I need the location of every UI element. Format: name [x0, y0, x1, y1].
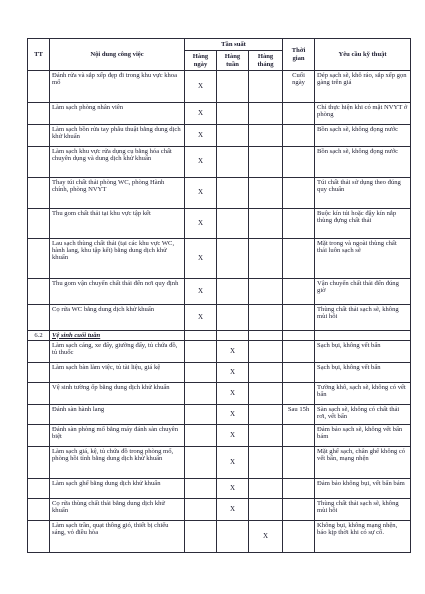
- time-cell: [283, 178, 315, 209]
- daily-mark: X: [185, 71, 217, 103]
- daily-mark: [185, 499, 217, 521]
- row-number: [28, 71, 50, 103]
- time-cell: [283, 209, 315, 239]
- table-row: [28, 521, 411, 553]
- weekly-mark: [217, 239, 249, 279]
- row-number: [28, 499, 50, 521]
- daily-mark: [185, 363, 217, 383]
- requirement-cell: Túi chất thải sử dụng theo đúng quy chuẩn: [315, 178, 411, 209]
- row-number: [28, 125, 50, 147]
- requirement-cell: Sạch bụi, không vết bẩn: [315, 341, 411, 363]
- time-cell: [283, 239, 315, 279]
- monthly-mark: [249, 103, 283, 125]
- section-title: Vệ sinh cuối tuần: [50, 331, 185, 341]
- row-number: [28, 103, 50, 125]
- daily-mark: X: [185, 209, 217, 239]
- daily-mark: X: [185, 305, 217, 331]
- daily-mark: [185, 425, 217, 447]
- table-row: [28, 103, 411, 125]
- table-row: [28, 405, 411, 425]
- task-cell: Thay túi chất thải phòng WC, phòng Hành chính, phòng NVYT: [50, 178, 185, 209]
- monthly-mark: [249, 305, 283, 331]
- requirement-cell: Dép sạch sẽ, khô ráo, sắp xếp gọn gàng trên giá: [315, 71, 411, 103]
- header-tt: TT: [28, 39, 50, 71]
- requirement-cell: Thùng chất thải sạch sẽ, không mùi hôi: [315, 305, 411, 331]
- section-row: [28, 331, 411, 341]
- monthly-mark: [249, 279, 283, 305]
- daily-mark: X: [185, 147, 217, 178]
- requirement-cell: Bồn sạch sẽ, không đọng nước: [315, 125, 411, 147]
- task-cell: Làm sạch bàn làm việc, tủ tài liệu, giá kệ: [50, 363, 185, 383]
- requirement-cell: Sạch bụi, không vết bẩn: [315, 363, 411, 383]
- weekly-mark: X: [217, 499, 249, 521]
- weekly-mark: [217, 103, 249, 125]
- table-row: [28, 305, 411, 331]
- task-cell: Làm sạch bồn rửa tay phẫu thuật bằng dung dịch khử khuẩn: [50, 125, 185, 147]
- header-monthly: Hàng tháng: [249, 51, 283, 71]
- table-row: [28, 147, 411, 178]
- cleaning-schedule-table: [27, 38, 411, 553]
- time-cell: [283, 147, 315, 178]
- row-number: [28, 521, 50, 553]
- requirement-cell: Không bụi, không mạng nhện, báo kịp thời khi có sự cố.: [315, 521, 411, 553]
- time-cell: [283, 521, 315, 553]
- row-number: [28, 305, 50, 331]
- monthly-mark: [249, 447, 283, 479]
- weekly-tasks-body: [28, 341, 411, 553]
- table-row: [28, 279, 411, 305]
- requirement-cell: Sàn sạch sẽ, không có chất thải rơi, vết bẩn: [315, 405, 411, 425]
- monthly-mark: [249, 239, 283, 279]
- table-row: [28, 239, 411, 279]
- monthly-mark: [249, 405, 283, 425]
- monthly-mark: [249, 479, 283, 499]
- time-cell: [283, 447, 315, 479]
- requirement-cell: Bồn sạch sẽ, không đọng nước: [315, 147, 411, 178]
- daily-tasks-body: [28, 71, 411, 331]
- header-time: Thời gian: [283, 39, 315, 71]
- daily-mark: [185, 383, 217, 405]
- section-body: [28, 331, 411, 341]
- weekly-mark: X: [217, 341, 249, 363]
- daily-mark: X: [185, 279, 217, 305]
- monthly-mark: [249, 425, 283, 447]
- row-number: [28, 239, 50, 279]
- task-cell: Làm sạch giá, kệ, tủ chứa đồ trong phòng mổ, phòng hồi tỉnh bằng dung dịch khử khuẩn: [50, 447, 185, 479]
- task-cell: Làm sạch trần, quạt thông gió, thiết bị chiếu sáng, vỏ điều hòa: [50, 521, 185, 553]
- row-number: [28, 447, 50, 479]
- header-daily: Hàng ngày: [185, 51, 217, 71]
- task-cell: Làm sạch cáng, xe đẩy, giường đẩy, tủ chứa đồ, tủ thuốc: [50, 341, 185, 363]
- monthly-mark: [249, 499, 283, 521]
- row-number: [28, 279, 50, 305]
- requirement-cell: Tường khô, sạch sẽ, không có vết bẩn: [315, 383, 411, 405]
- time-cell: [283, 479, 315, 499]
- table-row: [28, 341, 411, 363]
- task-cell: Thu gom vận chuyển chất thải đến nơi quy định: [50, 279, 185, 305]
- row-number: [28, 341, 50, 363]
- weekly-mark: X: [217, 425, 249, 447]
- row-number: [28, 178, 50, 209]
- monthly-mark: X: [249, 521, 283, 553]
- task-cell: Vệ sinh tường ốp bằng dung dịch khử khuẩn: [50, 383, 185, 405]
- weekly-mark: [217, 125, 249, 147]
- requirement-cell: Mặt trong và ngoài thùng chất thải luôn sạch sẽ: [315, 239, 411, 279]
- row-number: [28, 209, 50, 239]
- monthly-mark: [249, 178, 283, 209]
- section-cell: [217, 331, 249, 341]
- monthly-mark: [249, 341, 283, 363]
- time-cell: [283, 363, 315, 383]
- requirement-cell: Vận chuyển chất thải đến đúng giờ: [315, 279, 411, 305]
- task-cell: Làm sạch ghế bằng dung dịch khử khuẩn: [50, 479, 185, 499]
- monthly-mark: [249, 71, 283, 103]
- weekly-mark: [217, 147, 249, 178]
- task-cell: Đánh rửa và sắp xếp đẹp đi trong khu vực khoa mổ: [50, 71, 185, 103]
- task-cell: Thu gom chất thải tại khu vực tập kết: [50, 209, 185, 239]
- row-number: [28, 425, 50, 447]
- daily-mark: [185, 479, 217, 499]
- weekly-mark: X: [217, 479, 249, 499]
- header-content: Nội dung công việc: [50, 39, 185, 71]
- time-cell: Sau 15h: [283, 405, 315, 425]
- row-number: [28, 479, 50, 499]
- task-cell: Làm sạch khu vực rửa dụng cụ bằng hóa chất chuyên dụng và dung dịch khử khuẩn: [50, 147, 185, 178]
- weekly-mark: X: [217, 447, 249, 479]
- requirement-cell: Đảm bảo sạch sẽ, không vết bẩn bám: [315, 425, 411, 447]
- table-header: [28, 39, 411, 71]
- section-number: 6.2: [28, 331, 50, 341]
- weekly-mark: X: [217, 363, 249, 383]
- weekly-mark: [217, 71, 249, 103]
- weekly-mark: X: [217, 383, 249, 405]
- section-cell: [283, 331, 315, 341]
- table-row: [28, 71, 411, 103]
- weekly-mark: [217, 178, 249, 209]
- weekly-mark: [217, 209, 249, 239]
- task-cell: Đánh sàn phòng mổ bằng máy đánh sàn chuyên biệt: [50, 425, 185, 447]
- weekly-mark: [217, 521, 249, 553]
- time-cell: Cuối ngày: [283, 71, 315, 103]
- daily-mark: [185, 447, 217, 479]
- monthly-mark: [249, 363, 283, 383]
- task-cell: Cọ rửa WC bằng dung dịch khử khuẩn: [50, 305, 185, 331]
- section-cell: [249, 331, 283, 341]
- table-row: [28, 447, 411, 479]
- row-number: [28, 383, 50, 405]
- task-cell: Làm sạch phòng nhân viên: [50, 103, 185, 125]
- header-frequency: Tần suất: [185, 39, 283, 51]
- weekly-mark: X: [217, 405, 249, 425]
- monthly-mark: [249, 125, 283, 147]
- daily-mark: [185, 341, 217, 363]
- requirement-cell: Đảm bảo không bụi, vết bẩn bám: [315, 479, 411, 499]
- time-cell: [283, 125, 315, 147]
- requirement-cell: Buộc kín túi hoặc đậy kín nắp thùng đựng chất thải: [315, 209, 411, 239]
- section-cell: [185, 331, 217, 341]
- time-cell: [283, 425, 315, 447]
- time-cell: [283, 103, 315, 125]
- row-number: [28, 363, 50, 383]
- header-requirements: Yêu cầu kỹ thuật: [315, 39, 411, 71]
- daily-mark: X: [185, 125, 217, 147]
- monthly-mark: [249, 147, 283, 178]
- task-cell: Lau sạch thùng chất thải (tại các khu vực WC, hành lang, khu tập kết) bằng dung dịch khử khuẩn: [50, 239, 185, 279]
- table-row: [28, 178, 411, 209]
- time-cell: [283, 279, 315, 305]
- daily-mark: [185, 521, 217, 553]
- time-cell: [283, 305, 315, 331]
- section-cell: [315, 331, 411, 341]
- monthly-mark: [249, 209, 283, 239]
- table-row: [28, 125, 411, 147]
- header-weekly: Hàng tuần: [217, 51, 249, 71]
- daily-mark: X: [185, 239, 217, 279]
- monthly-mark: [249, 383, 283, 405]
- table-row: [28, 209, 411, 239]
- row-number: [28, 147, 50, 178]
- requirement-cell: Mặt ghế sạch, chân ghế không có vết bẩn, mạng nhện: [315, 447, 411, 479]
- table-row: [28, 425, 411, 447]
- table-row: [28, 479, 411, 499]
- weekly-mark: [217, 305, 249, 331]
- task-cell: Đánh sàn hành lang: [50, 405, 185, 425]
- time-cell: [283, 499, 315, 521]
- daily-mark: X: [185, 178, 217, 209]
- daily-mark: X: [185, 103, 217, 125]
- requirement-cell: Chỉ thực hiện khi có mặt NVYT ở phòng: [315, 103, 411, 125]
- time-cell: [283, 383, 315, 405]
- row-number: [28, 405, 50, 425]
- time-cell: [283, 341, 315, 363]
- table-row: [28, 383, 411, 405]
- task-cell: Cọ rửa thùng chất thải bằng dung dịch khử khuẩn: [50, 499, 185, 521]
- table-row: [28, 499, 411, 521]
- table-row: [28, 363, 411, 383]
- daily-mark: [185, 405, 217, 425]
- weekly-mark: [217, 279, 249, 305]
- requirement-cell: Thùng chất thải sạch sẽ, không mùi hôi: [315, 499, 411, 521]
